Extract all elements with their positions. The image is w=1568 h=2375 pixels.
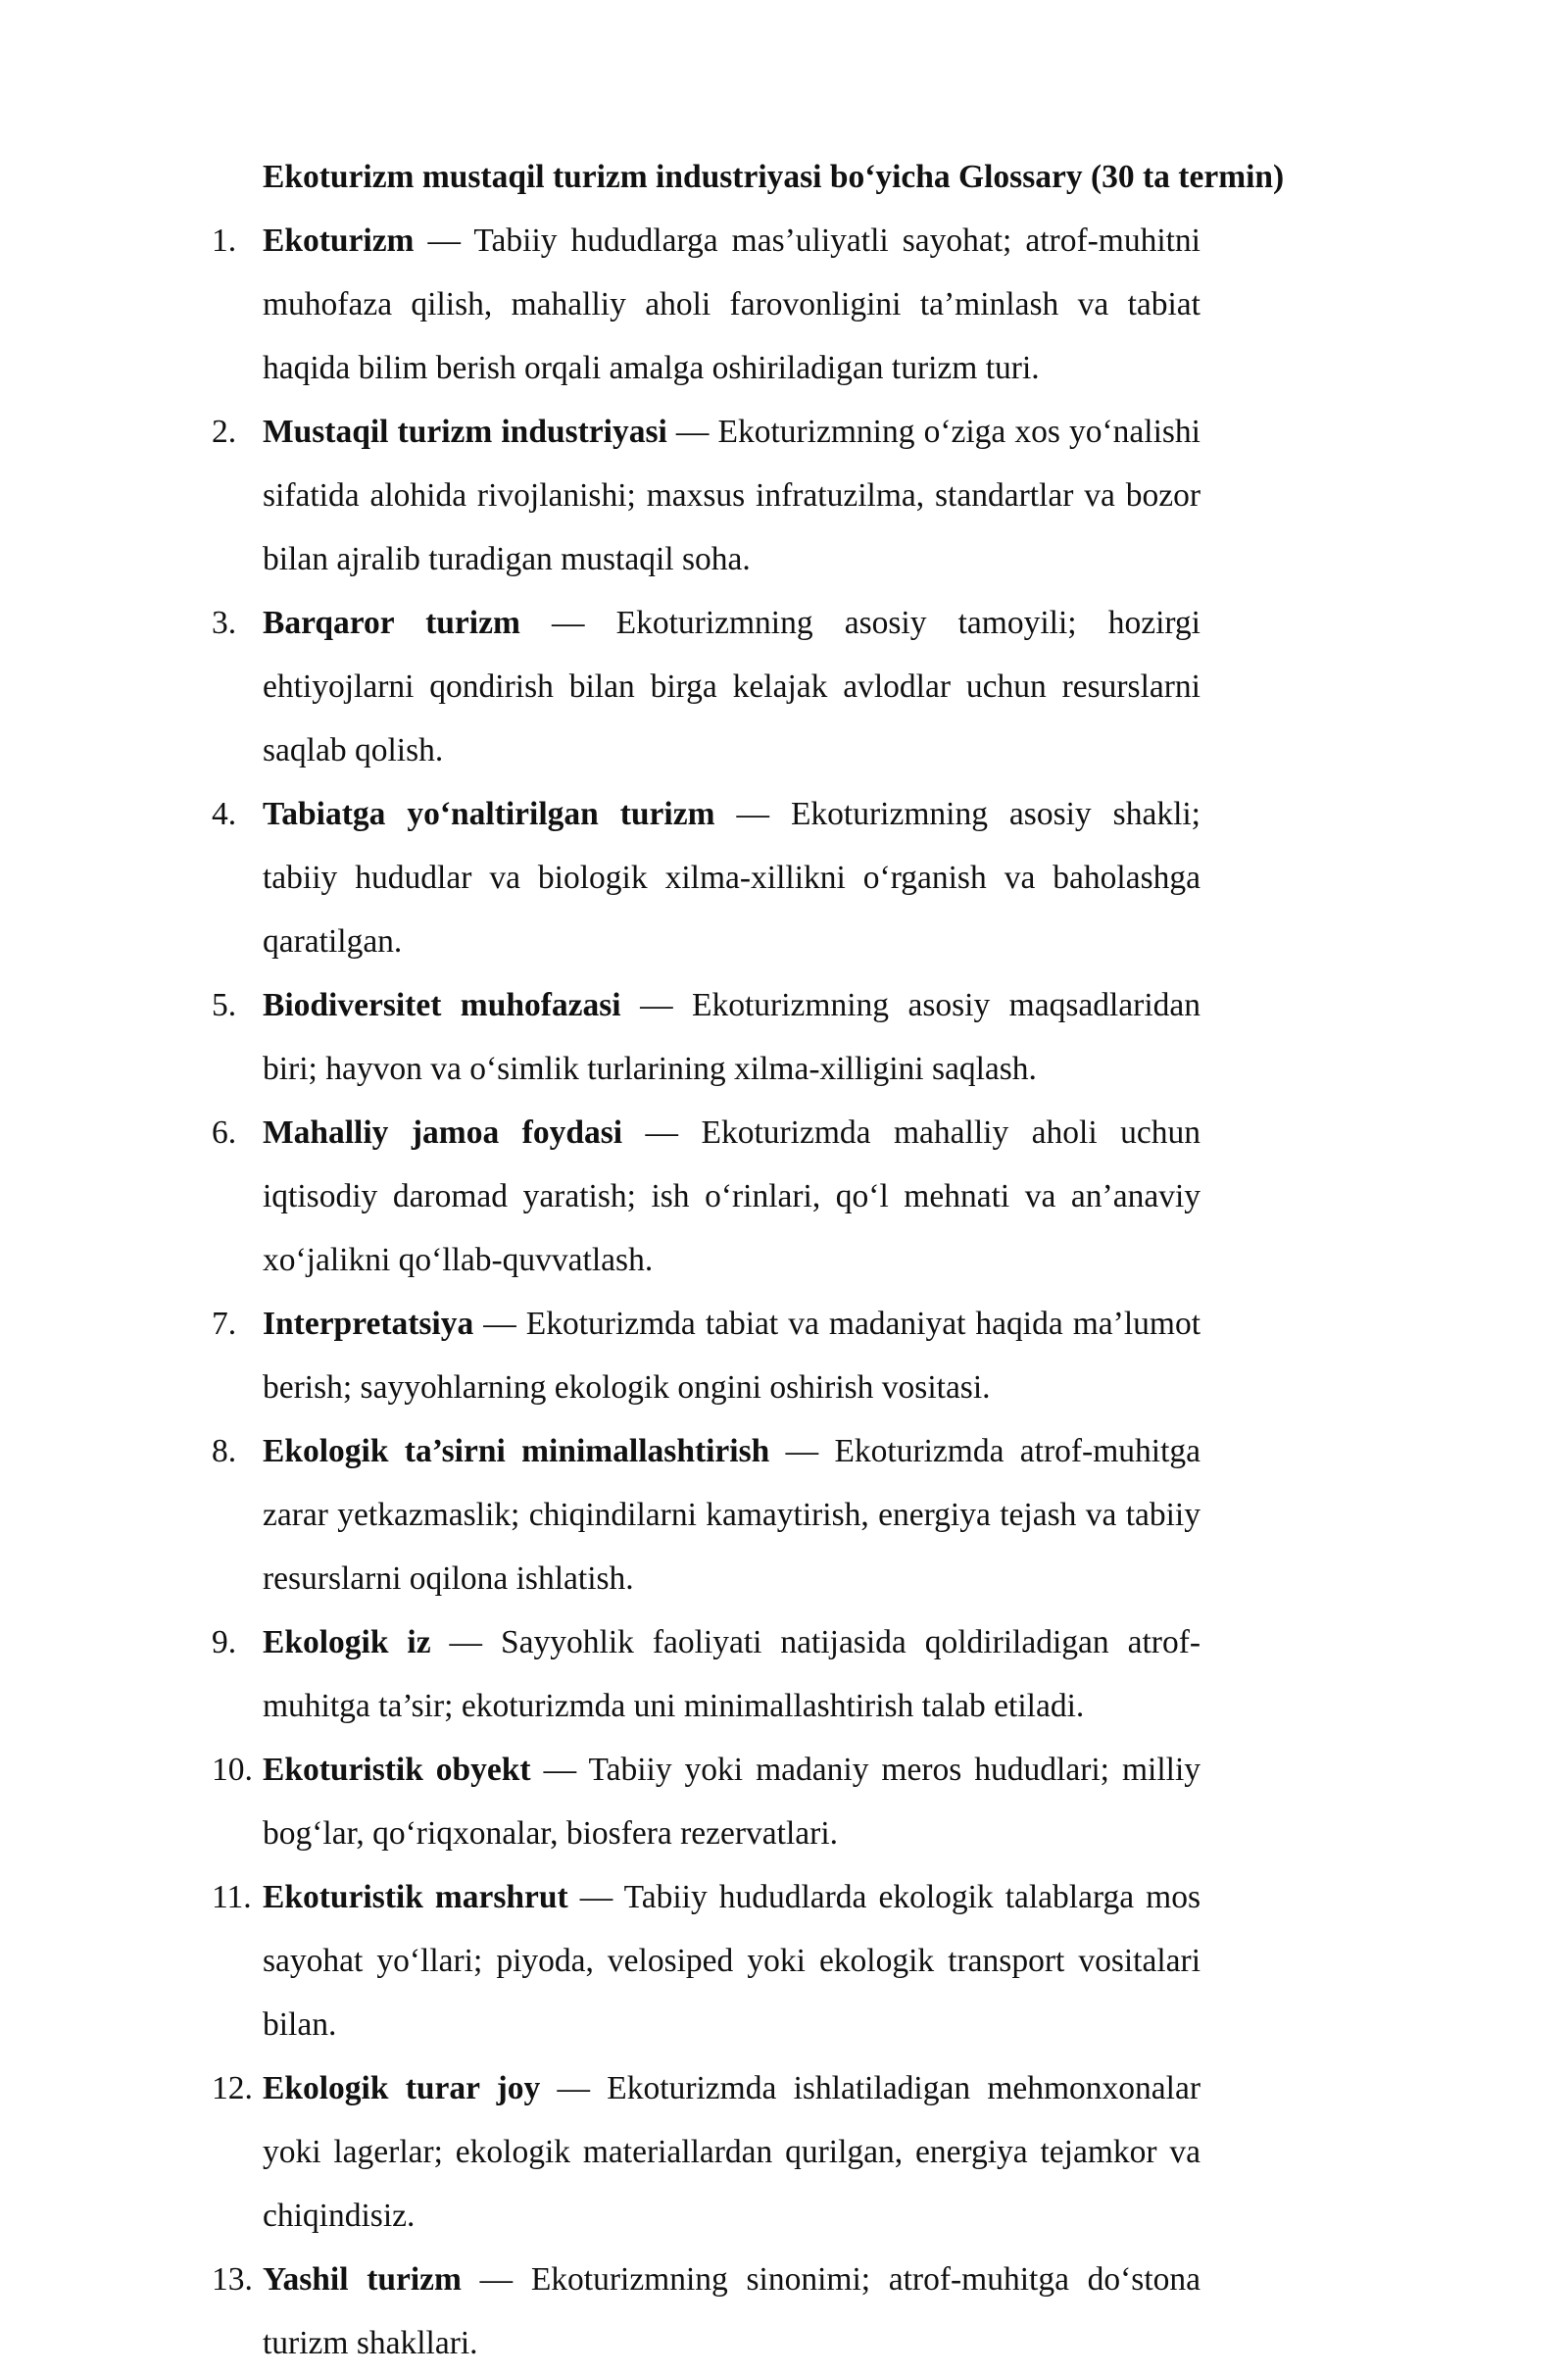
glossary-definition: — Ekoturizmda mahalliy aholi uchun iqtisodiy daromad yaratish; ish o‘rinlari, qo‘l mehnati va an’anaviy xo‘jalikni qo‘llab-quvvatlash. — [263, 1114, 1200, 1278]
glossary-item-3 — [0, 591, 1200, 782]
item-number: 6. — [212, 1114, 237, 1151]
item-number: 9. — [212, 1624, 237, 1660]
glossary-definition: — Tabiiy hududlarga mas’uliyatli sayohat; atrof-muhitni muhofaza qilish, mahalliy aholi farovonligini ta’minlash va tabiat haqida bilim berish orqali amalga oshiriladigan turizm turi. — [263, 223, 1200, 386]
glossary-definition: — Ekoturizmning asosiy tamoyili; hozirgi ehtiyojlarni qondirish bilan birga kelajak avlodlar uchun resurslarni saqlab qolish. — [263, 605, 1200, 768]
glossary-item-8 — [0, 1419, 1200, 1610]
item-number: 1. — [212, 223, 237, 259]
item-number: 3. — [212, 605, 237, 641]
item-number: 11. — [212, 1879, 252, 1915]
item-number: 12. — [212, 2070, 253, 2106]
glossary-definition: — Ekoturizmning o‘ziga xos yo‘nalishi sifatida alohida rivojlanishi; maxsus infratuzilma, standartlar va bozor bilan ajralib turadigan mustaqil soha. — [263, 414, 1200, 577]
glossary-definition: — Ekoturizmda ishlatiladigan mehmonxonalar yoki lagerlar; ekologik materiallardan qurilgan, energiya tejamkor va chiqindisiz. — [263, 2070, 1200, 2234]
glossary-item-7 — [0, 1292, 1200, 1419]
glossary-term: Mustaqil turizm industriyasi — [263, 414, 667, 450]
glossary-item-12 — [0, 2056, 1200, 2248]
glossary-definition: — Ekoturizmda atrof-muhitga zarar yetkazmaslik; chiqindilarni kamaytirish, energiya tejash va tabiiy resurslarni oqilona ishlatish. — [263, 1433, 1200, 1597]
glossary-term: Biodiversitet muhofazasi — [263, 987, 621, 1023]
item-number: 4. — [212, 796, 237, 832]
glossary-term: Ekoturistik obyekt — [263, 1752, 531, 1788]
glossary-item-10 — [0, 1738, 1200, 1865]
glossary-definition: — Ekoturizmning asosiy maqsadlaridan biri; hayvon va o‘simlik turlarining xilma-xilligini saqlash. — [263, 987, 1201, 1087]
glossary-definition: — Ekoturizmning asosiy shakli; tabiiy hududlar va biologik xilma-xillikni o‘rganish va baholashga qaratilgan. — [263, 796, 1200, 960]
item-number: 2. — [212, 414, 237, 450]
document-title: Ekoturizm mustaqil turizm industriyasi bo‘yicha Glossary (30 ta termin) — [263, 159, 1285, 195]
glossary-term: Interpretatsiya — [263, 1306, 474, 1342]
glossary-term: Tabiatga yo‘naltirilgan turizm — [263, 796, 715, 832]
glossary-term: Yashil turizm — [263, 2261, 462, 2298]
glossary-term: Ekologik iz — [263, 1624, 431, 1660]
glossary-item-5 — [0, 973, 1200, 1101]
glossary-term: Mahalliy jamoa foydasi — [263, 1114, 623, 1151]
glossary-item-2 — [0, 400, 1200, 591]
item-number: 8. — [212, 1433, 237, 1469]
glossary-definition: — Ekoturizmda tabiat va madaniyat haqida ma’lumot berish; sayyohlarning ekologik ongini oshirish vositasi. — [263, 1306, 1200, 1406]
glossary-term: Barqaror turizm — [263, 605, 520, 641]
item-number: 5. — [212, 987, 237, 1023]
glossary-definition: — Tabiiy hududlarda ekologik talablarga mos sayohat yo‘llari; piyoda, velosiped yoki ekologik transport vositalari bilan. — [263, 1879, 1200, 2043]
glossary-term: Ekoturizm — [263, 223, 415, 259]
glossary-item-4 — [0, 782, 1200, 973]
item-number: 13. — [212, 2261, 253, 2298]
item-number: 10. — [212, 1752, 253, 1788]
glossary-item-9 — [0, 1610, 1200, 1738]
glossary-list — [0, 209, 1470, 2375]
glossary-definition: — Tabiiy yoki madaniy meros hududlari; milliy bog‘lar, qo‘riqxonalar, biosfera rezervatlari. — [263, 1752, 1200, 1852]
glossary-term: Ekologik ta’sirni minimallashtirish — [263, 1433, 770, 1469]
glossary-term: Ekoturistik marshrut — [263, 1879, 568, 1915]
glossary-item-6 — [0, 1101, 1200, 1292]
glossary-item-13 — [0, 2248, 1200, 2375]
glossary-definition: — Ekoturizmning sinonimi; atrof-muhitga do‘stona turizm shakllari. — [263, 2261, 1200, 2361]
glossary-term: Ekologik turar joy — [263, 2070, 541, 2106]
glossary-definition: — Sayyohlik faoliyati natijasida qoldiriladigan atrof-muhitga ta’sir; ekoturizmda uni minimallashtirish talab etiladi. — [263, 1624, 1200, 1724]
item-number: 7. — [212, 1306, 237, 1342]
glossary-item-1 — [0, 209, 1200, 400]
glossary-item-11 — [0, 1865, 1200, 2056]
